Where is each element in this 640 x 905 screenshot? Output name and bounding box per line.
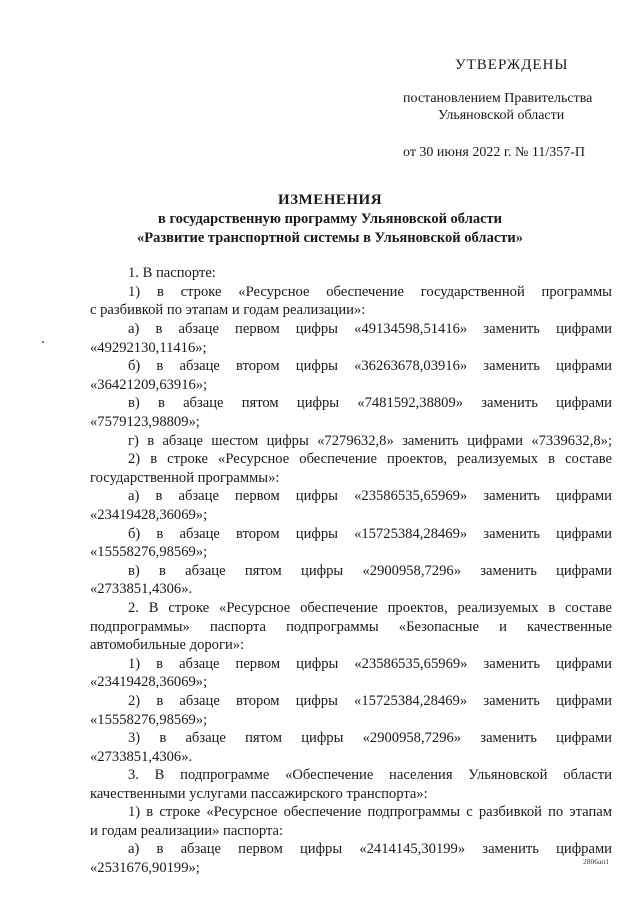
paragraph-line: качественными услугами пассажирского транспорта»: [90, 786, 428, 802]
scan-speck [42, 341, 44, 343]
document-subtitle-2: «Развитие транспортной системы в Ульяновской области» [137, 230, 523, 246]
paragraph-line: в) в абзаце пятом цифры «2900958,7296» заменить цифрами [128, 563, 612, 579]
paragraph-line: 2) в строке «Ресурсное обеспечение проектов, реализуемых в составе [128, 451, 612, 467]
paragraph-line: г) в абзаце шестом цифры «7279632,8» заменить цифрами «7339632,8»; [128, 433, 612, 449]
approval-line-2: Ульяновской области [438, 108, 565, 123]
paragraph-line: «15558276,98569»; [90, 712, 208, 728]
paragraph-line: подпрограммы» паспорта подпрограммы «Безопасные и качественные [90, 619, 612, 635]
paragraph-line: 3) в абзаце пятом цифры «2900958,7296» заменить цифрами [128, 730, 612, 746]
paragraph-line: и годам реализации» паспорта: [90, 823, 284, 839]
paragraph-line: «2733851,4306». [90, 581, 193, 597]
paragraph-line: а) в абзаце первом цифры «2414145,30199» заменить цифрами [128, 841, 612, 857]
paragraph-line: «15558276,98569»; [90, 544, 208, 560]
approval-date-number: от 30 июня 2022 г. № 11/357-П [403, 145, 585, 160]
document-title: ИЗМЕНЕНИЯ [277, 192, 383, 208]
paragraph-line: «2531676,90199»; [90, 860, 200, 876]
paragraph-line: а) в абзаце первом цифры «23586535,65969» заменить цифрами [128, 488, 612, 504]
paragraph-line: 1. В паспорте: [128, 265, 216, 281]
paragraph-line: «49292130,11416»; [90, 340, 207, 356]
paragraph-line: а) в абзаце первом цифры «49134598,51416» заменить цифрами [128, 321, 612, 337]
paragraph-line: 2. В строке «Ресурсное обеспечение проектов, реализуемых в составе [128, 600, 612, 616]
paragraph-line: 1) в строке «Ресурсное обеспечение государственной программы [128, 284, 612, 300]
paragraph-line: автомобильные дороги»: [90, 637, 245, 653]
approval-line-1: постановлением Правительства [403, 91, 593, 106]
paragraph-line: «23419428,36069»; [90, 674, 208, 690]
paragraph-line: «23419428,36069»; [90, 507, 208, 523]
paragraph-line: в) в абзаце пятом цифры «7481592,38809» заменить цифрами [128, 395, 612, 411]
footer-code: 2806ап1 [583, 857, 609, 866]
paragraph-line: государственной программы»: [90, 470, 280, 486]
paragraph-line: с разбивкой по этапам и годам реализации»: [90, 302, 366, 318]
paragraph-line: 2) в абзаце втором цифры «15725384,28469» заменить цифрами [128, 693, 612, 709]
document-subtitle-1: в государственную программу Ульяновской области [157, 211, 502, 227]
paragraph-line: б) в абзаце втором цифры «36263678,03916» заменить цифрами [128, 358, 612, 374]
paragraph-line: «36421209,63916»; [90, 377, 208, 393]
approved-heading: УТВЕРЖДЕНЫ [455, 57, 569, 73]
paragraph-line: «2733851,4306». [90, 749, 193, 765]
paragraph-line: 1) в строке «Ресурсное обеспечение подпрограммы с разбивкой по этапам [128, 804, 612, 820]
paragraph-line: «7579123,98809»; [90, 414, 200, 430]
paragraph-line: б) в абзаце втором цифры «15725384,28469» заменить цифрами [128, 526, 612, 542]
paragraph-line: 3. В подпрограмме «Обеспечение населения Ульяновской области [128, 767, 612, 783]
paragraph-line: 1) в абзаце первом цифры «23586535,65969» заменить цифрами [128, 656, 612, 672]
